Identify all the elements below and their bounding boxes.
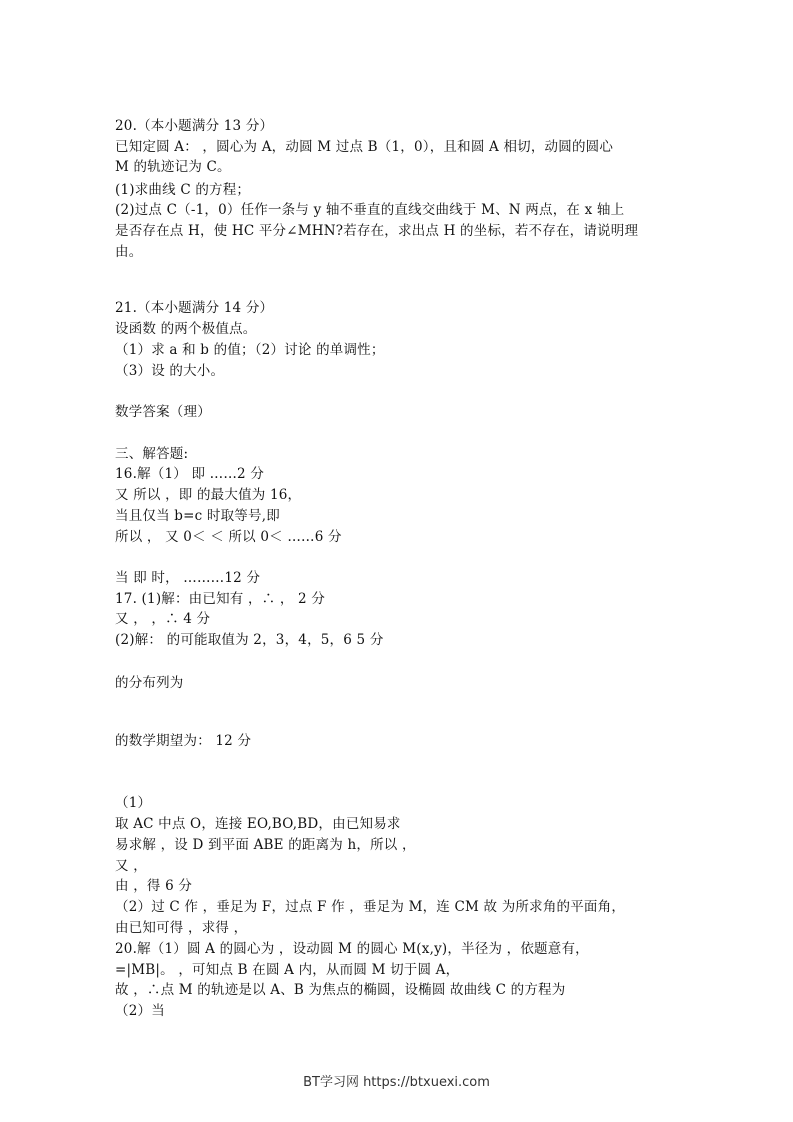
answer-18-part-2: （2）过 C 作 ，垂足为 F，过点 F 作 ，垂足为 M，连 CM 故 为所求角的平面角， <box>115 899 626 915</box>
answer-20-part-2: （2）当 <box>115 1003 165 1019</box>
problem-20-text-line: 是否存在点 H，使 HC 平分∠MHN?若存在，求出点 H 的坐标，若不存在，请说明理 <box>115 223 639 239</box>
answer-subsection-heading: 三、解答题: <box>115 446 189 462</box>
answer-18-line: 取 AC 中点 O，连接 EO,BO,BD，由已知易求 <box>115 816 401 832</box>
problem-21-part-3: （3）设 的大小。 <box>115 363 225 379</box>
problem-20-heading: 20.（本小题满分 13 分） <box>115 118 274 134</box>
problem-20-part-1: (1)求曲线 C 的方程； <box>115 182 251 198</box>
answer-16-line: 16.解（1） 即 ……2 分 <box>115 466 265 482</box>
answer-16-line: 当且仅当 b=c 时取等号,即 <box>115 508 280 524</box>
problem-20-text-line: 由。 <box>115 244 143 260</box>
answer-17-distribution-label: 的分布列为 <box>115 675 184 691</box>
problem-20-text-line: 已知定圆 A： ，圆心为 A，动圆 M 过点 B（1，0），且和圆 A 相切，动圆的圆心 <box>115 139 614 155</box>
answer-18-line: 由 ，得 6 分 <box>115 878 193 894</box>
answer-20-line: 故 ，∴点 M 的轨迹是以 A、B 为焦点的椭圆，设椭圆 故曲线 C 的方程为 <box>115 982 566 998</box>
answer-16-line: 所以 ， 又 0＜ ＜ 所以 0＜ ……6 分 <box>115 529 342 545</box>
page-footer-watermark: BT学习网 https://btxuexi.com <box>303 1075 490 1090</box>
problem-20-text-line: M 的轨迹记为 C。 <box>115 159 231 175</box>
answer-20-line: 20.解（1）圆 A 的圆心为 ，设动圆 M 的圆心 M(x,y)，半径为 ，依题意有， <box>115 941 589 957</box>
answer-18-line: 又 ， <box>115 858 147 874</box>
answer-17-line: 又 ， ，∴ 4 分 <box>115 611 211 627</box>
answer-18-part-1: （1） <box>115 795 152 811</box>
problem-21-parts-1-2: （1）求 a 和 b 的值；（2）讨论 的单调性； <box>115 342 385 358</box>
answer-16-line: 又 所以 ，即 的最大值为 16， <box>115 487 302 503</box>
answer-17-line: (2)解： 的可能取值为 2，3，4，5，6 5 分 <box>115 632 384 648</box>
answer-16-line: 当 即 时， ………12 分 <box>115 570 261 586</box>
problem-21-text-line: 设函数 的两个极值点。 <box>115 321 257 337</box>
answer-section-title: 数学答案（理） <box>115 404 211 420</box>
problem-21-heading: 21.（本小题满分 14 分） <box>115 300 274 316</box>
problem-20-part-2: (2)过点 C（-1，0）任作一条与 y 轴不垂直的直线交曲线于 M、N 两点，在 x 轴上 <box>115 202 625 218</box>
answer-18-line: 易求解 ，设 D 到平面 ABE 的距离为 h，所以 ， <box>115 837 416 853</box>
answer-20-line: =|MB|。 ，可知点 B 在圆 A 内，从而圆 M 切于圆 A， <box>115 962 460 978</box>
answer-17-line: 17. (1)解：由已知有 ，∴ ， 2 分 <box>115 591 326 607</box>
answer-18-line: 由已知可得 ，求得 ， <box>115 920 248 936</box>
answer-17-expectation: 的数学期望为： 12 分 <box>115 733 252 749</box>
